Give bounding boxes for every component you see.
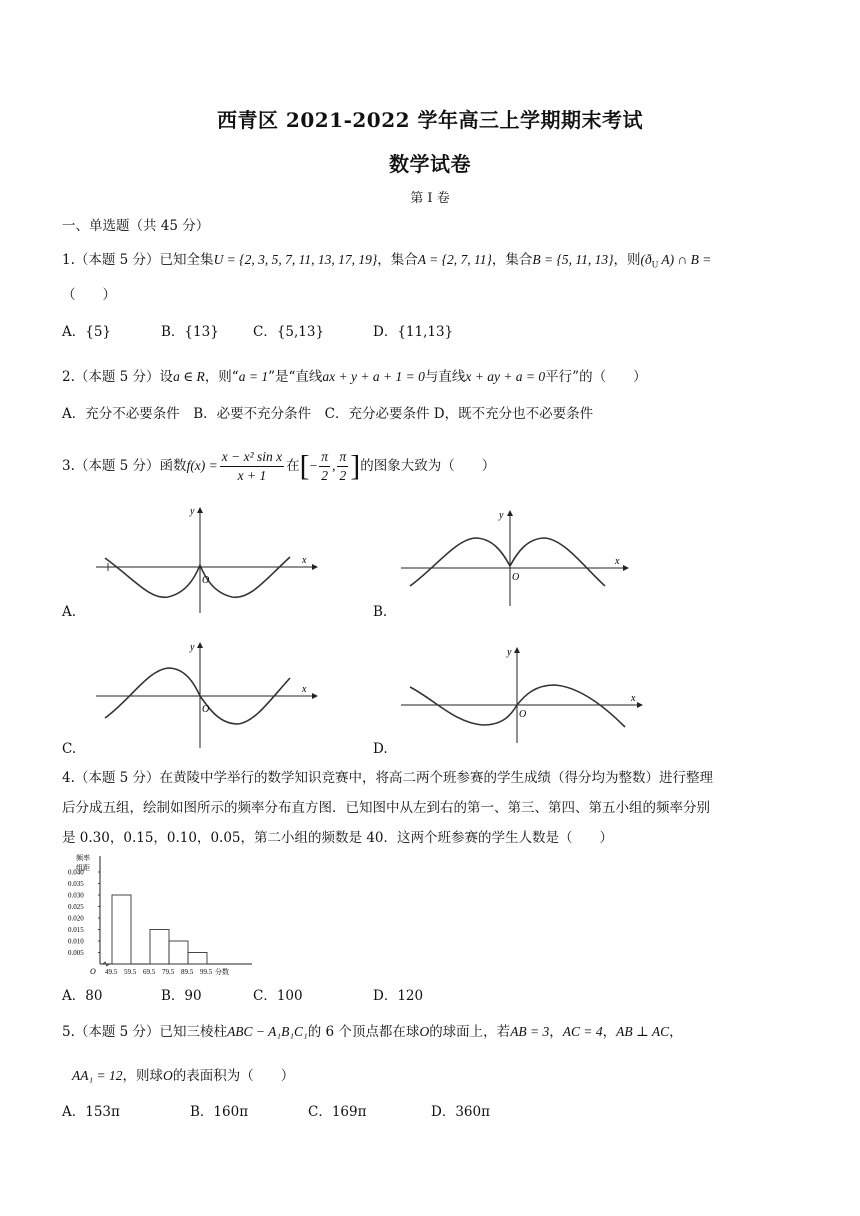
histogram-y-tick: 0.035 [68, 880, 84, 888]
histogram-y-tick: 0.010 [68, 937, 84, 946]
graph-a [90, 505, 320, 615]
question-4-line1: 4.（本题 5 分）在黄陵中学举行的数学知识竞赛中，将高二两个班参赛的学生成绩（得分均为整数）进行整理 [62, 770, 714, 786]
histogram-y-tick: 0.025 [68, 903, 84, 911]
q1-option-a: A．{5} [62, 324, 112, 340]
histogram-y-label-bottom: 组距 [76, 864, 90, 872]
question-1-paren: （ ） [62, 287, 116, 303]
page-subtitle: 数学试卷 [389, 152, 471, 176]
origin-label: O [519, 709, 527, 720]
axis-y-label: y [507, 647, 512, 658]
histogram-x-tick: 59.5 [124, 968, 137, 976]
question-3: 3.（本题 5 分）函数f(x) = $\frac{\text{x − x² sin x}}{x + 1}$ 在[− $\frac{\pi}{2}$ , $\frac{\pi}{2}$ ]的图象大致为（ ） [62, 449, 496, 483]
histogram-x-tick: 99.5 [200, 968, 213, 976]
frequency-histogram [62, 852, 262, 980]
q4-option-b: B．90 [161, 988, 202, 1004]
histogram-bar [188, 953, 207, 965]
histogram-y-label-top: 频率 [76, 854, 90, 862]
origin-label: O [202, 575, 210, 586]
histogram-x-label: 分数 [215, 968, 229, 976]
volume-label: 第 I 卷 [410, 191, 450, 206]
histogram-bar [150, 930, 169, 965]
q5-option-c: C．169π [308, 1104, 367, 1120]
question-2: 2.（本题 5 分）设a ∈ R，则“a = 1”是“直线ax + y + a + 1 = 0与直线x + ay + a = 0平行”的（ ） [62, 369, 647, 385]
axis-x-label: x [302, 555, 307, 566]
section-heading: 一、单选题（共 45 分） [62, 218, 210, 234]
q5-option-b: B．160π [190, 1104, 249, 1120]
axis-y-label: y [190, 642, 195, 653]
graph-a-label: A. [62, 604, 77, 620]
histogram-y-tick: 0.030 [68, 891, 84, 900]
origin-label: O [202, 704, 210, 715]
axis-x-label: x [302, 684, 307, 695]
graph-c-label: C. [62, 741, 77, 757]
origin-label: O [512, 572, 520, 583]
axis-y-label: y [190, 506, 195, 517]
question-5-line1: 5.（本题 5 分）已知三棱柱ABC − A₁B₁C₁的 6 个顶点都在球O的球面上，若AB = 3，AC = 4，AB ⊥ AC， [62, 1024, 683, 1040]
q1-option-b: B．{13} [161, 324, 219, 340]
q5-option-a: A．153π [62, 1104, 120, 1120]
histogram-x-tick: 79.5 [162, 968, 175, 976]
question-4-line3: 是 0.30，0.15，0.10，0.05，第二小组的频数是 40．这两个班参赛的学生人数是（ ） [62, 830, 613, 846]
histogram-origin-label: O [90, 967, 96, 976]
q4-option-d: D．120 [373, 988, 424, 1004]
graph-d [395, 645, 645, 745]
graph-d-label: D. [373, 741, 388, 757]
axis-x-label: x [631, 693, 636, 704]
question-5-line2: AA₁ = 12，则球O的表面积为（ ） [72, 1068, 295, 1084]
graph-b-label: B. [373, 604, 388, 620]
histogram-x-tick: 89.5 [181, 968, 194, 976]
question-4-line2: 后分成五组，绘制如图所示的频率分布直方图．已知图中从左到右的第一、第三、第四、第五小组的频率分别 [62, 800, 710, 816]
axis-y-label: y [499, 510, 504, 521]
histogram-x-tick: 69.5 [143, 968, 156, 976]
q5-option-d: D．360π [431, 1104, 490, 1120]
histogram-bar [169, 941, 188, 964]
axis-x-label: x [615, 556, 620, 567]
question-1: 1.（本题 5 分）已知全集U = {2, 3, 5, 7, 11, 13, 17, 19}，集合A = {2, 7, 11}，集合B = {5, 11, 13}，则($ð_U$ A) ∩ B = [62, 252, 712, 270]
histogram-y-tick: 0.005 [68, 949, 84, 957]
histogram-y-tick: 0.040 [68, 868, 84, 877]
graph-c [90, 640, 320, 750]
q4-option-c: C．100 [253, 988, 303, 1004]
histogram-y-tick: 0.015 [68, 926, 84, 934]
q2-options: A．充分不必要条件 B．必要不充分条件 C．充分必要条件 D，既不充分也不必要条件 [62, 406, 594, 422]
histogram-bar [112, 895, 131, 964]
q4-option-a: A．80 [62, 988, 103, 1004]
q1-option-c: C．{5,13} [253, 324, 325, 340]
histogram-y-tick: 0.020 [68, 914, 84, 923]
histogram-x-tick: 49.5 [105, 968, 118, 976]
page-title: 西青区 2021-2022 学年高三上学期期末考试 [216, 108, 644, 132]
graph-b [395, 508, 630, 608]
q1-option-d: D．{11,13} [373, 324, 454, 340]
